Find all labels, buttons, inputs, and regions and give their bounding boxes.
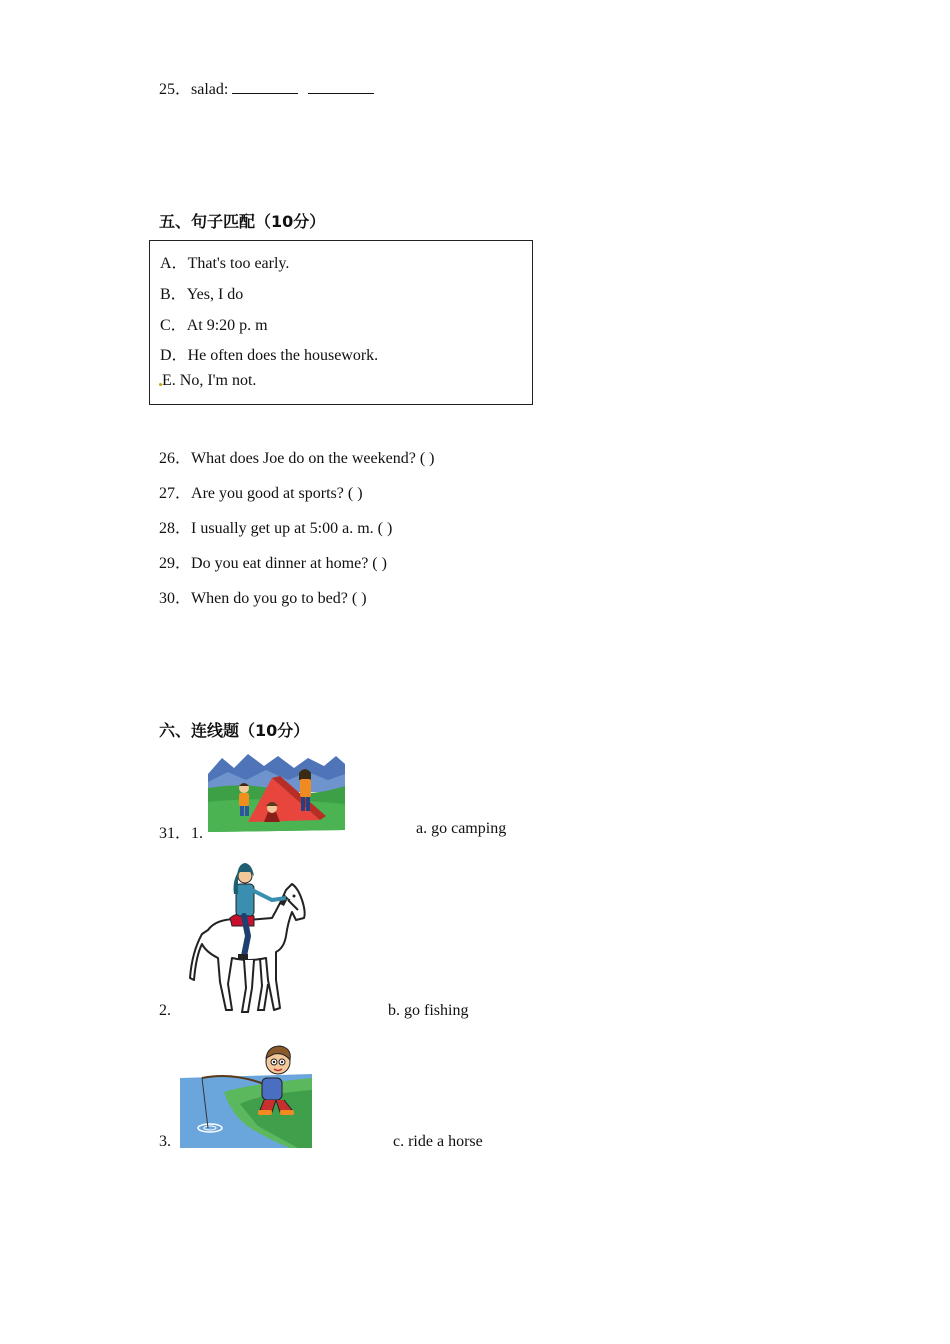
choice-text: E. No, I'm not. bbox=[162, 372, 257, 389]
choice-d bbox=[160, 342, 378, 365]
question-30 bbox=[159, 585, 367, 608]
horse-riding-picture bbox=[188, 860, 310, 1020]
choice-b bbox=[160, 281, 243, 304]
match-option-b[interactable]: b. go fishing bbox=[388, 1002, 469, 1019]
choice-a bbox=[160, 250, 289, 273]
fishing-picture bbox=[180, 1044, 312, 1148]
match-item-1-prefix: 31．1. bbox=[159, 825, 204, 842]
question-28 bbox=[159, 515, 392, 538]
question-text: What does Joe do on the weekend? ( ) bbox=[191, 450, 435, 467]
question-25 bbox=[159, 76, 374, 99]
answer-blank[interactable] bbox=[308, 81, 374, 94]
choice-text: That's too early. bbox=[187, 255, 290, 272]
camping-picture bbox=[208, 752, 345, 832]
choice-text: Yes, I do bbox=[186, 286, 244, 303]
choice-letter: C． bbox=[160, 317, 187, 334]
choice-box bbox=[149, 240, 533, 405]
choice-letter: D． bbox=[160, 347, 188, 364]
match-option-a[interactable]: a. go camping bbox=[416, 820, 507, 837]
question-number: 28． bbox=[159, 520, 192, 537]
section-heading: 五、句子匹配（10分） bbox=[159, 212, 326, 231]
choice-e bbox=[162, 372, 256, 390]
choice-c bbox=[160, 312, 268, 335]
question-number: 29． bbox=[159, 555, 192, 572]
question-text: I usually get up at 5:00 a. m. ( ) bbox=[191, 520, 393, 537]
choice-text: He often does the housework. bbox=[187, 347, 379, 364]
question-26 bbox=[159, 445, 434, 468]
question-number: 27． bbox=[159, 485, 192, 502]
choice-letter: A． bbox=[160, 255, 188, 272]
match-item-3-prefix: 3. bbox=[159, 1133, 171, 1150]
answer-blank[interactable] bbox=[232, 81, 298, 94]
choice-text: At 9:20 p. m bbox=[186, 317, 268, 334]
question-text: Do you eat dinner at home? ( ) bbox=[191, 555, 387, 572]
question-text: salad: bbox=[191, 81, 229, 98]
match-item-2-prefix: 2. bbox=[159, 1002, 171, 1019]
choice-letter: B． bbox=[160, 286, 187, 303]
question-number: 25． bbox=[159, 81, 192, 98]
question-number: 26． bbox=[159, 450, 192, 467]
question-text: When do you go to bed? ( ) bbox=[191, 590, 367, 607]
question-27 bbox=[159, 480, 363, 503]
match-option-c[interactable]: c. ride a horse bbox=[393, 1133, 483, 1150]
question-text: Are you good at sports? ( ) bbox=[191, 485, 363, 502]
section-heading: 六、连线题（10分） bbox=[159, 721, 310, 740]
question-29 bbox=[159, 550, 387, 573]
question-number: 30． bbox=[159, 590, 192, 607]
